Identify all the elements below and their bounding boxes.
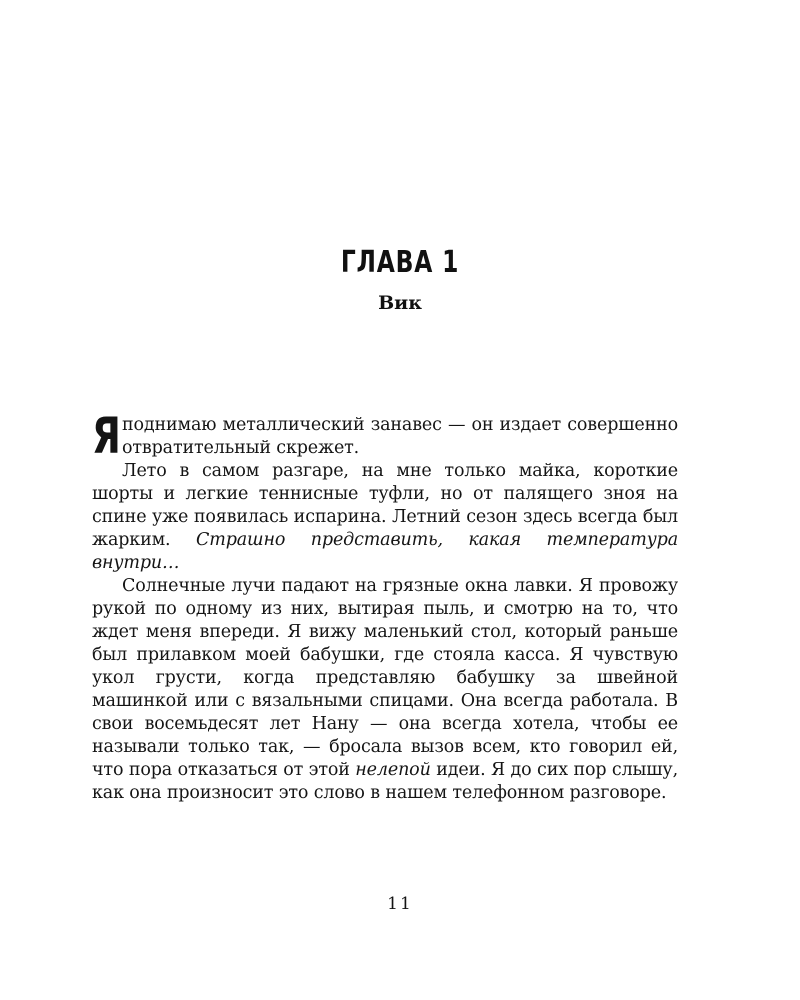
paragraph-1-text: поднимаю металлический занавес — он издает совершенно отвратительный скрежет. [122, 415, 678, 458]
drop-cap: Я [92, 407, 121, 465]
body-text [92, 407, 678, 805]
paragraph-1 [92, 407, 678, 465]
chapter-number: ГЛАВА 1 [340, 245, 460, 280]
chapter-title: Вик [378, 292, 422, 314]
paragraph-3-text-b: идеи. Я до сих пор слышу, как она произносит это слово в нашем телефонном разговоре. [92, 760, 678, 803]
paragraph-3-text-a: Солнечные лучи падают на грязные окна лавки. Я провожу рукой по одному из них, вытирая пыль, и смотрю на то, что ждет меня впереди. Я вижу маленький стол, который раньше был прилавком моей бабушки, где стояла касса. Я чувствую укол грусти, когда представляю бабушку за швейной машинкой или с вязальными спицами. Она всегда работала. В свои восемьдесят лет Нану — она всегда хотела, чтобы ее называли только так, — бросала вызов всем, кто говорил ей, что пора отказаться от этой [92, 576, 678, 780]
paragraph-2 [92, 460, 678, 575]
paragraph-3 [92, 575, 678, 805]
paragraph-2-text: Лето в самом разгаре, на мне только майка, короткие шорты и легкие теннисные туфли, но от палящего зноя на спине уже появилась испарина. Летний сезон здесь всегда был жарким. [92, 461, 678, 550]
page-number: 11 [387, 894, 413, 914]
paragraph-2-italic: Страшно представить, какая температура внутри… [92, 530, 678, 573]
paragraph-3-italic: нелепой [355, 760, 431, 780]
